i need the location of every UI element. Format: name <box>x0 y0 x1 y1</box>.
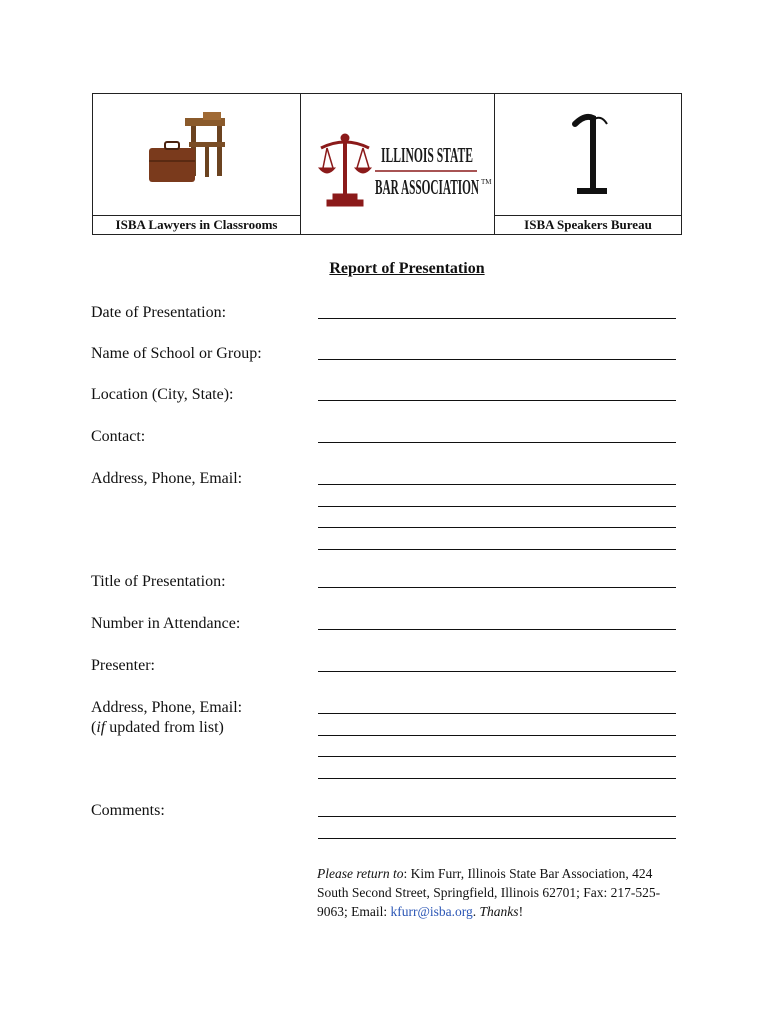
school-input-line[interactable] <box>318 359 676 360</box>
attendance-input-line[interactable] <box>318 629 676 630</box>
comments-line-1[interactable] <box>318 816 676 817</box>
label-contact: Contact: <box>91 428 146 445</box>
contact-address-line-4[interactable] <box>318 549 676 550</box>
note-end: ! <box>518 904 524 919</box>
header-cell-speakers <box>495 94 681 234</box>
label-title: Title of Presentation: <box>91 573 226 590</box>
contact-address-line-2[interactable] <box>318 506 676 507</box>
location-input-line[interactable] <box>318 400 676 401</box>
sublabel-rest: updated from list) <box>105 719 224 736</box>
classrooms-caption: ISBA Lawyers in Classrooms <box>93 215 300 234</box>
header-table <box>92 93 682 235</box>
note-thanks: Thanks <box>479 904 519 919</box>
label-presenter-address: Address, Phone, Email: <box>91 699 243 716</box>
label-contact-address: Address, Phone, Email: <box>91 470 243 487</box>
contact-input-line[interactable] <box>318 442 676 443</box>
logo-tm: TM <box>481 178 492 186</box>
presenter-address-line-4[interactable] <box>318 778 676 779</box>
desk-and-briefcase-icon <box>145 112 245 190</box>
note-body: Kim Furr, Illinois State Bar Association, 424 South Second Street, Springfield, Illinois 62701; Fax: 217-525-9063; Email: <box>317 866 661 919</box>
presenter-address-line-2[interactable] <box>318 735 676 736</box>
contact-address-line-1[interactable] <box>318 484 676 485</box>
header-cell-classrooms <box>93 94 301 234</box>
note-period: . <box>472 904 480 919</box>
email-link[interactable]: kfurr@isba.org <box>390 904 473 919</box>
comments-line-2[interactable] <box>318 838 676 839</box>
label-presenter-sublabel <box>91 718 224 738</box>
logo-text-line1: ILLINOIS STATE <box>381 143 473 167</box>
isba-logo <box>313 128 493 218</box>
title-input-line[interactable] <box>318 587 676 588</box>
label-attendance: Number in Attendance: <box>91 615 241 632</box>
page-title: Report of Presentation <box>329 260 485 277</box>
note-colon: : <box>403 866 411 881</box>
header-cell-isba-logo <box>301 94 495 234</box>
sublabel-italic: if <box>96 719 106 736</box>
return-instructions <box>317 864 687 921</box>
sublabel-open: ( <box>91 719 97 736</box>
contact-address-line-3[interactable] <box>318 527 676 528</box>
label-presenter: Presenter: <box>91 657 155 674</box>
note-lead: Please return to <box>317 866 404 881</box>
label-date: Date of Presentation: <box>91 304 227 321</box>
logo-text-line2: BAR ASSOCIATION <box>375 175 479 199</box>
label-school: Name of School or Group: <box>91 345 262 362</box>
label-comments: Comments: <box>91 802 165 819</box>
presenter-address-line-3[interactable] <box>318 756 676 757</box>
blank-caption <box>301 216 494 234</box>
date-input-line[interactable] <box>318 318 676 319</box>
speakers-caption: ISBA Speakers Bureau <box>495 215 681 234</box>
presenter-address-line-1[interactable] <box>318 713 676 714</box>
microphone-stand-icon <box>571 110 611 200</box>
label-location: Location (City, State): <box>91 386 234 403</box>
presenter-input-line[interactable] <box>318 671 676 672</box>
